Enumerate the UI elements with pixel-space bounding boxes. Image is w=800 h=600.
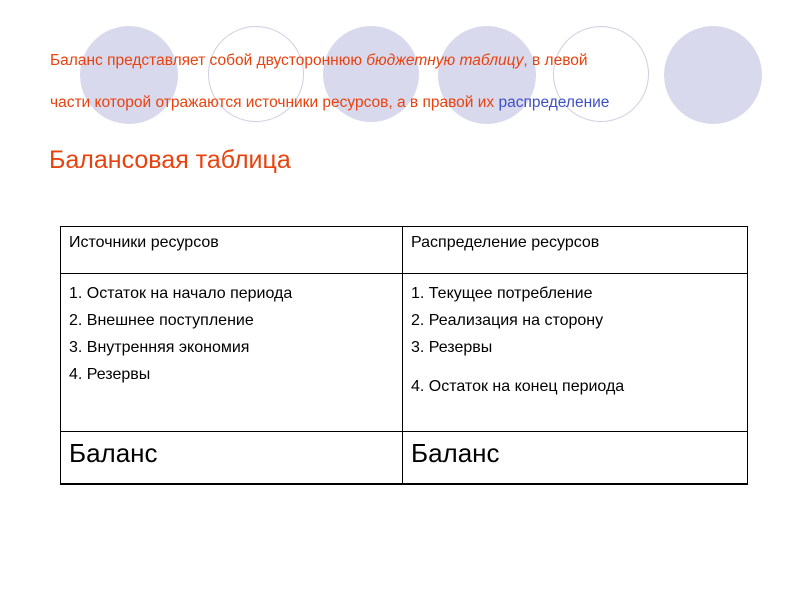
list-item: 4. Остаток на конец периода xyxy=(411,378,625,395)
list-item: 3. Внутренняя экономия xyxy=(69,339,250,356)
list-item: 2. Реализация на сторону xyxy=(411,312,604,329)
table-body-row xyxy=(61,274,748,432)
header-sources: Источники ресурсов xyxy=(61,227,403,274)
sources-cell xyxy=(61,274,403,432)
list-item: 1. Остаток на начало периода xyxy=(69,285,293,302)
table-footer-row xyxy=(61,432,748,484)
intro-link-word: распределение xyxy=(498,94,610,111)
list-item: 2. Внешнее поступление xyxy=(69,312,254,329)
distribution-list xyxy=(411,280,739,400)
intro-emphasis: бюджетную таблицу xyxy=(366,52,524,69)
sources-list xyxy=(69,280,394,388)
intro-part-1: Баланс представляет собой двустороннюю xyxy=(50,52,367,69)
intro-line-2-text: части которой отражаются источники ресурсов, а в правой их xyxy=(50,94,499,111)
intro-text xyxy=(50,40,750,124)
list-item: 4. Резервы xyxy=(69,366,151,383)
footer-left-balance: Баланс xyxy=(61,432,403,484)
footer-right-balance: Баланс xyxy=(403,432,748,484)
table-header-row xyxy=(61,227,748,274)
header-distribution: Распределение ресурсов xyxy=(403,227,748,274)
list-item: 3. Резервы xyxy=(411,339,493,356)
slide-title: Балансовая таблица xyxy=(49,146,291,174)
intro-part-2: , в левой xyxy=(523,52,588,69)
list-item: 1. Текущее потребление xyxy=(411,285,593,302)
intro-line-1 xyxy=(50,40,750,82)
intro-line-2 xyxy=(50,82,750,124)
distribution-cell xyxy=(403,274,748,432)
balance-table xyxy=(60,226,748,485)
